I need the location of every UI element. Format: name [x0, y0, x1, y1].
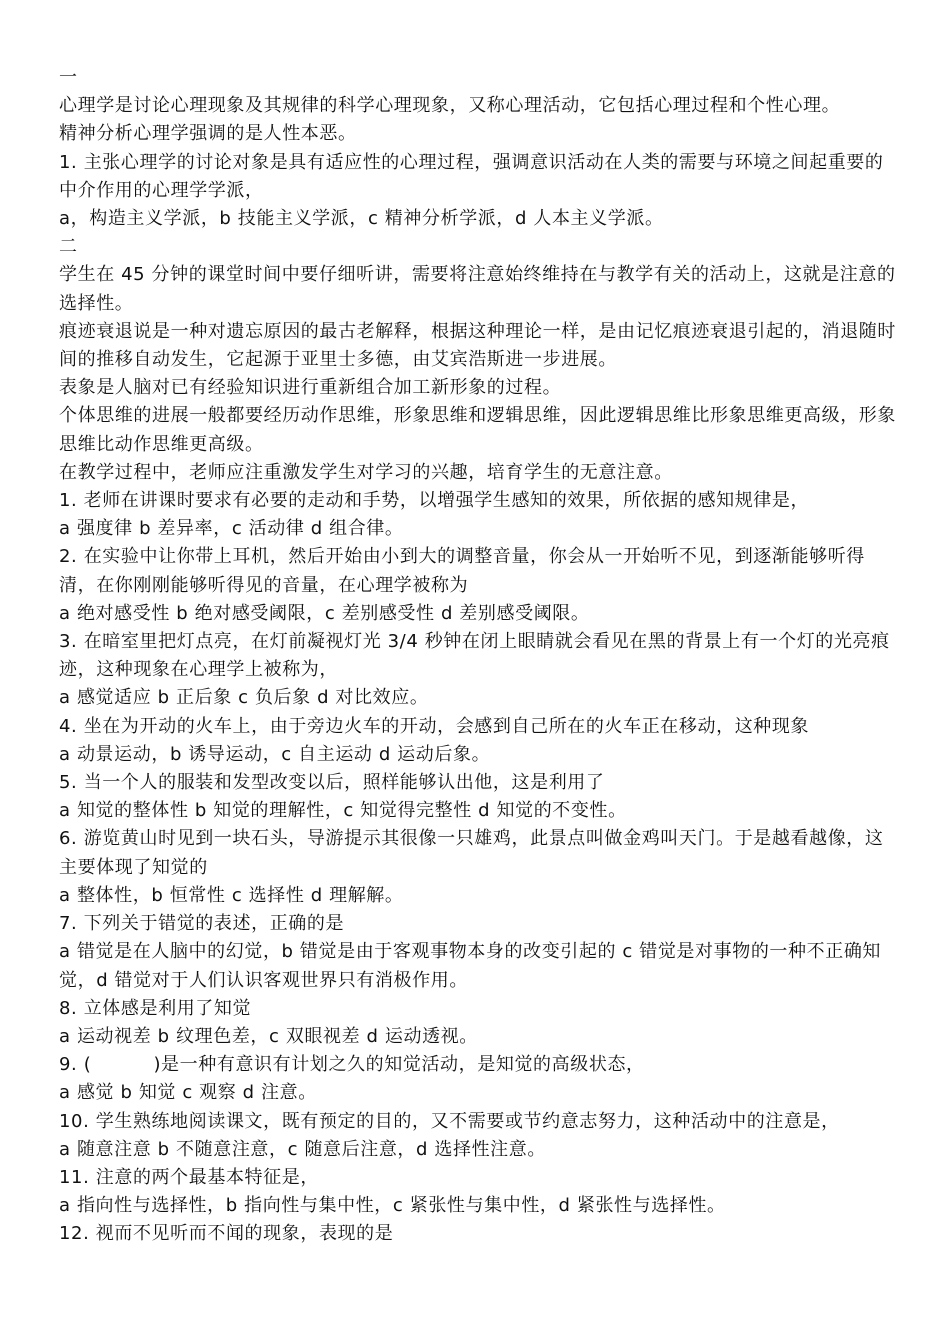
question-s2-9-options: a 感觉 b 知觉 c 观察 d 注意。 — [59, 1082, 317, 1104]
question-s2-11-stem: 11. 注意的两个最基本特征是， — [59, 1166, 319, 1188]
question-s2-6-stem: 6. 游览黄山时见到一块石头，导游提示其很像一只雄鸡，此景点叫做金鸡叫天门。于是越看越像，这主要体现了知觉的 — [59, 828, 884, 878]
question-s2-4-stem: 4. 坐在为开动的火车上，由于旁边火车的开动，会感到自己所在的火车正在移动，这种现象 — [59, 715, 810, 737]
question-s2-2-stem: 2. 在实验中让你带上耳机，然后开始由小到大的调整音量，你会从一开始听不见，到逐渐能够听得清，在你刚刚能够听得见的音量，在心理学被称为 — [59, 546, 865, 596]
section-marker-1: 一 — [59, 67, 78, 88]
paragraph-psychoanalysis: 精神分析心理学强调的是人性本恶。 — [59, 123, 357, 145]
question-s2-8-stem: 8. 立体感是利用了知觉 — [59, 997, 252, 1019]
question-1-stem: 1. 主张心理学的讨论对象是具有适应性的心理过程，强调意识活动在人类的需要与环境之间起重要的中介作用的心理学学派， — [59, 151, 884, 201]
question-s2-5-options: a 知觉的整体性 b 知觉的理解性，c 知觉得完整性 d 知觉的不变性。 — [59, 800, 627, 822]
question-s2-4-options: a 动景运动，b 诱导运动，c 自主运动 d 运动后象。 — [59, 743, 491, 765]
question-s2-3-stem: 3. 在暗室里把灯点亮，在灯前凝视灯光 3/4 秒钟在闭上眼睛就会看见在黑的背景上有一个灯的光亮痕迹，这种现象在心理学上被称为， — [59, 631, 890, 681]
question-s2-8-options: a 运动视差 b 纹理色差，c 双眼视差 d 运动透视。 — [59, 1025, 478, 1047]
question-s2-12-stem: 12. 视而不见听而不闻的现象，表现的是 — [59, 1223, 394, 1245]
question-s2-3-options: a 感觉适应 b 正后象 c 负后象 d 对比效应。 — [59, 687, 429, 709]
paragraph-attention-selectivity: 学生在 45 分钟的课堂时间中要仔细听讲，需要将注意始终维持在与教学有关的活动上，这就是注意的选择性。 — [59, 264, 896, 314]
question-s2-10-stem: 10. 学生熟练地阅读课文，既有预定的目的，又不需要或节约意志努力，这种活动中的注意是， — [59, 1110, 840, 1132]
section-marker-2: 二 — [59, 236, 78, 258]
question-s2-7-options: a 错觉是在人脑中的幻觉，b 错觉是由于客观事物本身的改变引起的 c 错觉是对事物的一种不正确知觉，d 错觉对于人们认识客观世界只有消极作用。 — [59, 941, 882, 991]
paragraph-thinking-development: 个体思维的进展一般都要经历动作思维，形象思维和逻辑思维，因此逻辑思维比形象思维更高级，形象思维比动作思维更高级。 — [59, 405, 896, 455]
question-s2-7-stem: 7. 下列关于错觉的表述，正确的是 — [59, 913, 345, 935]
question-1-options: a，构造主义学派，b 技能主义学派，c 精神分析学派，d 人本主义学派。 — [59, 208, 664, 230]
question-s2-1-stem: 1. 老师在讲课时要求有必要的走动和手势，以增强学生感知的效果，所依据的感知规律是， — [59, 490, 810, 512]
paragraph-teaching-interest: 在教学过程中，老师应注重激发学生对学习的兴趣，培育学生的无意注意。 — [59, 461, 673, 483]
question-s2-10-options: a 随意注意 b 不随意注意，c 随意后注意，d 选择性注意。 — [59, 1138, 546, 1160]
question-s2-9-stem: 9. ( )是一种有意识有计划之久的知觉活动，是知觉的高级状态， — [59, 1054, 645, 1076]
paragraph-trace-decay: 痕迹衰退说是一种对遗忘原因的最古老解释，根据这种理论一样，是由记忆痕迹衰退引起的，消退随时间的推移自动发生，它起源于亚里士多德，由艾宾浩斯进一步进展。 — [59, 320, 896, 371]
paragraph-psychology-definition: 心理学是讨论心理现象及其规律的科学心理现象，又称心理活动，它包括心理过程和个性心理。 — [59, 95, 841, 117]
question-s2-1-options: a 强度律 b 差异率，c 活动律 d 组合律。 — [59, 518, 404, 540]
question-s2-11-options: a 指向性与选择性，b 指向性与集中性，c 紧张性与集中性，d 紧张性与选择性。 — [59, 1195, 726, 1217]
question-s2-5-stem: 5. 当一个人的服装和发型改变以后，照样能够认出他，这是利用了 — [59, 772, 605, 794]
question-s2-2-options: a 绝对感受性 b 绝对感受阈限，c 差别感受性 d 差别感受阈限。 — [59, 602, 590, 624]
document-body — [59, 64, 897, 1249]
question-s2-6-options: a 整体性，b 恒常性 c 选择性 d 理解解。 — [59, 884, 404, 906]
paragraph-representation: 表象是人脑对已有经验知识进行重新组合加工新形象的过程。 — [59, 377, 562, 399]
